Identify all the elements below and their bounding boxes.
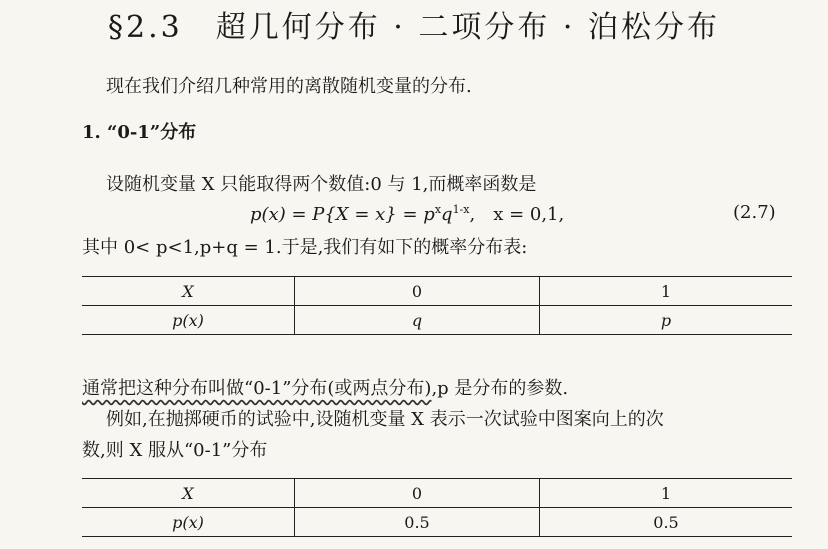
formula-exp-x: x: [434, 203, 442, 216]
formula-q: q: [441, 204, 453, 225]
table-cell: X: [82, 277, 295, 306]
paragraph-3: [82, 374, 568, 400]
distribution-table-1: [82, 276, 792, 335]
intro-paragraph: 现在我们介绍几种常用的离散随机变量的分布.: [106, 76, 472, 97]
distribution-table-2: [82, 478, 792, 537]
table-cell: q: [295, 306, 540, 335]
table-cell: X: [82, 479, 295, 508]
formula-rhs: , x = 0,1,: [469, 204, 565, 225]
paragraph-1: 设随机变量 X 只能取得两个数值:0 与 1,而概率函数是: [106, 174, 537, 195]
table-row: [82, 306, 792, 335]
table-cell: 1: [540, 479, 793, 508]
table-header-row: [82, 479, 792, 508]
formula-exp-1-x: 1-x: [452, 203, 470, 216]
table-row: [82, 508, 792, 537]
paragraph-3-rest: ,p 是分布的参数.: [431, 378, 569, 399]
formula-2-7: [250, 200, 564, 226]
table-header-row: [82, 277, 792, 306]
paragraph-4-line-2: 数,则 X 服从“0-1”分布: [82, 440, 268, 461]
table-cell: 0: [295, 277, 540, 306]
paragraph-2: 其中 0< p<1,p+q = 1.于是,我们有如下的概率分布表:: [82, 237, 528, 258]
section-title: §2.3 超几何分布 · 二项分布 · 泊松分布: [108, 10, 720, 45]
table-cell: 0.5: [295, 508, 540, 537]
table-cell: 1: [540, 277, 793, 306]
table-cell: 0.5: [653, 512, 679, 532]
equation-number: (2.7): [733, 202, 776, 223]
table-cell: 0: [295, 479, 540, 508]
table-cell: p(x): [82, 306, 295, 335]
definition-underlined: 通常把这种分布叫做“0-1”分布(或两点分布): [82, 378, 432, 399]
subsection-heading: 1. “0-1”分布: [82, 122, 197, 143]
table-cell: p(x): [82, 508, 295, 537]
formula-lhs: p(x) = P{X = x} = p: [250, 204, 435, 225]
paragraph-4-line-1: 例如,在抛掷硬币的试验中,设随机变量 X 表示一次试验中图案向上的次: [106, 409, 664, 430]
table-cell: p: [660, 310, 672, 330]
